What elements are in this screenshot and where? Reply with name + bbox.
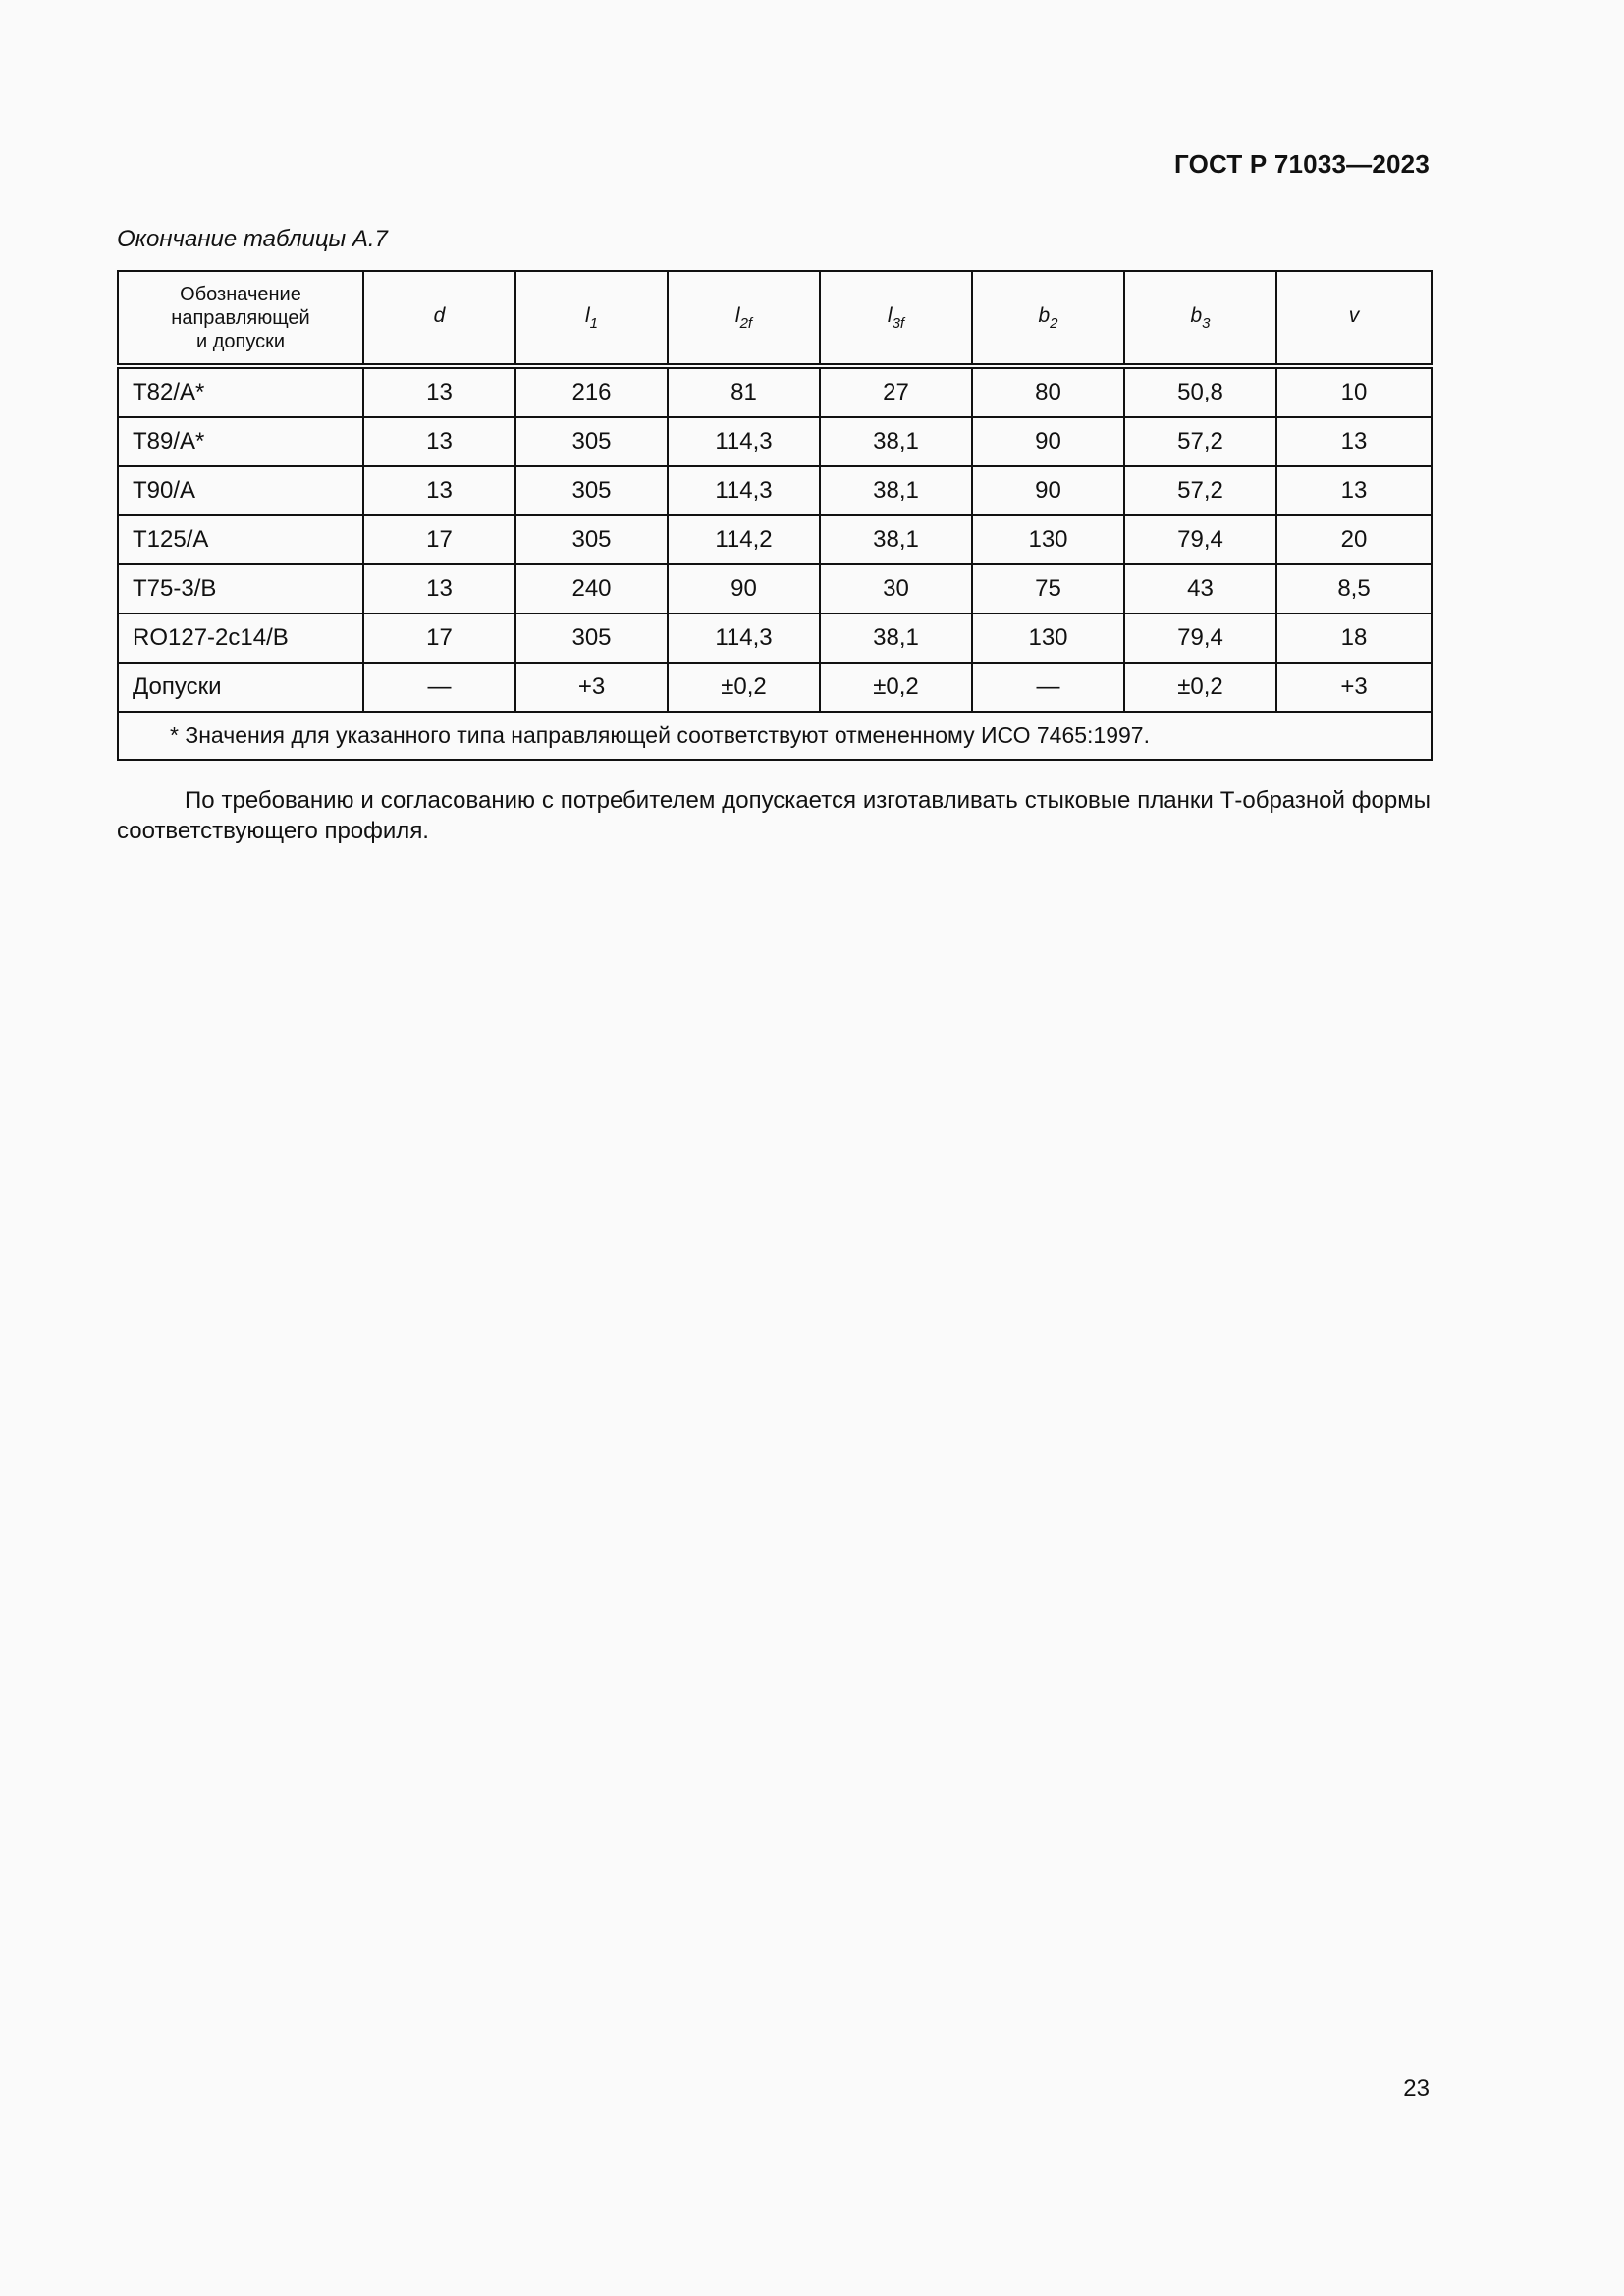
table-cell: 114,3 xyxy=(668,417,820,466)
table-cell: 38,1 xyxy=(820,614,972,663)
column-header-designation xyxy=(118,271,363,366)
column-subscript: 1 xyxy=(589,314,598,332)
table-cell: +3 xyxy=(1276,663,1432,712)
table-cell: Допуски xyxy=(118,663,363,712)
column-subscript: 2f xyxy=(739,314,753,332)
table-cell: 57,2 xyxy=(1124,417,1276,466)
table-cell: 13 xyxy=(1276,466,1432,515)
table-cell: T89/A* xyxy=(118,417,363,466)
column-symbol: l xyxy=(887,303,893,327)
table-cell: T125/A xyxy=(118,515,363,564)
table-cell: T75-3/B xyxy=(118,564,363,614)
column-header-line: и допуски xyxy=(195,330,286,352)
column-header-line: направляющей xyxy=(171,306,310,329)
data-table xyxy=(117,270,1433,761)
table-row xyxy=(118,564,1432,614)
table-cell: ±0,2 xyxy=(1124,663,1276,712)
table-cell: 17 xyxy=(363,515,515,564)
table-cell: 38,1 xyxy=(820,466,972,515)
table-row xyxy=(118,614,1432,663)
table-cell: 13 xyxy=(363,417,515,466)
table-cell: 75 xyxy=(972,564,1124,614)
column-header-d xyxy=(363,271,515,366)
table-header-row xyxy=(118,271,1432,366)
column-subscript: 3f xyxy=(892,314,905,332)
column-subscript: 2 xyxy=(1050,314,1058,332)
table-cell: 79,4 xyxy=(1124,515,1276,564)
table-cell: 79,4 xyxy=(1124,614,1276,663)
table-cell: 13 xyxy=(363,466,515,515)
column-header-line: Обозначение xyxy=(180,283,301,305)
table-row-tolerances xyxy=(118,663,1432,712)
table-cell: 57,2 xyxy=(1124,466,1276,515)
table-cell: 90 xyxy=(668,564,820,614)
table-cell: — xyxy=(363,663,515,712)
table-row xyxy=(118,515,1432,564)
table-body xyxy=(118,366,1432,760)
column-header-l2f xyxy=(668,271,820,366)
column-subscript: 3 xyxy=(1202,314,1211,332)
table-cell: 17 xyxy=(363,614,515,663)
column-header-l3f xyxy=(820,271,972,366)
table-cell: 18 xyxy=(1276,614,1432,663)
table-cell: 305 xyxy=(515,515,668,564)
table-cell: ±0,2 xyxy=(820,663,972,712)
table-cell: 27 xyxy=(820,366,972,417)
page-number: 23 xyxy=(1403,2075,1430,2102)
table-cell: 114,3 xyxy=(668,466,820,515)
table-cell: 50,8 xyxy=(1124,366,1276,417)
table-cell: 30 xyxy=(820,564,972,614)
column-symbol: l xyxy=(734,303,740,327)
table-cell: 90 xyxy=(972,466,1124,515)
table-cell: 114,2 xyxy=(668,515,820,564)
table-cell: 240 xyxy=(515,564,668,614)
column-symbol: v xyxy=(1348,303,1360,327)
column-header-l1 xyxy=(515,271,668,366)
table-cell: +3 xyxy=(515,663,668,712)
table-cell: 305 xyxy=(515,466,668,515)
table-row xyxy=(118,417,1432,466)
table-cell: 38,1 xyxy=(820,417,972,466)
table-cell: 216 xyxy=(515,366,668,417)
column-symbol: l xyxy=(584,303,590,327)
table-cell: 114,3 xyxy=(668,614,820,663)
table-cell: 90 xyxy=(972,417,1124,466)
column-symbol: b xyxy=(1038,303,1051,327)
table-cell: 43 xyxy=(1124,564,1276,614)
table-cell: 80 xyxy=(972,366,1124,417)
table-row xyxy=(118,466,1432,515)
table-cell: 130 xyxy=(972,614,1124,663)
table-cell: 13 xyxy=(1276,417,1432,466)
table-cell: 38,1 xyxy=(820,515,972,564)
table-cell: 305 xyxy=(515,614,668,663)
table-cell: ±0,2 xyxy=(668,663,820,712)
table-cell: 13 xyxy=(363,366,515,417)
column-symbol: b xyxy=(1190,303,1203,327)
column-header-v xyxy=(1276,271,1432,366)
column-header-b2 xyxy=(972,271,1124,366)
table-cell: RO127-2c14/B xyxy=(118,614,363,663)
body-paragraph: По требованию и согласованию с потребителем допускается изготавливать стыковые планки Т-образной формы соответствующего профиля. xyxy=(117,787,1431,844)
document-code: ГОСТ Р 71033—2023 xyxy=(1174,149,1430,179)
table-row xyxy=(118,366,1432,417)
table-cell: 20 xyxy=(1276,515,1432,564)
table-cell: 10 xyxy=(1276,366,1432,417)
column-symbol: d xyxy=(433,303,446,327)
table-cell: 305 xyxy=(515,417,668,466)
table-cell: 13 xyxy=(363,564,515,614)
table-cell: T82/A* xyxy=(118,366,363,417)
table-footnote: * Значения для указанного типа направляющей соответствуют отмененному ИСО 7465:1997. xyxy=(118,712,1432,760)
table-cell: 8,5 xyxy=(1276,564,1432,614)
table-cell: 130 xyxy=(972,515,1124,564)
column-header-b3 xyxy=(1124,271,1276,366)
table-caption: Окончание таблицы А.7 xyxy=(117,226,388,252)
table-footnote-row xyxy=(118,712,1432,760)
table-cell: T90/A xyxy=(118,466,363,515)
table-cell: 81 xyxy=(668,366,820,417)
table-cell: — xyxy=(972,663,1124,712)
